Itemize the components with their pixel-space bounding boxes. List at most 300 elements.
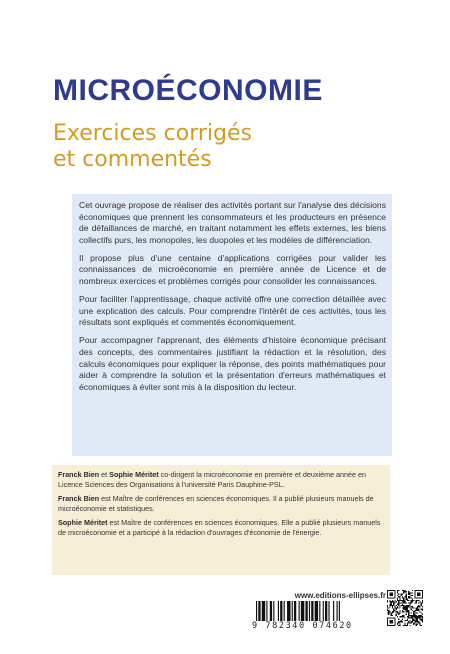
qr-module [416,602,417,603]
book-title: MICROÉCONOMIE [53,74,323,107]
barcode-bar [273,601,274,621]
qr-module [398,596,399,597]
summary-paragraph: Pour faciliter l'apprentissage, chaque activité offre une correction détaillée avec une explication des calculs. Pour comprendre l'intérêt de ces activités, tous les résultats sont expliqués et commentés économiquement. [79,294,386,328]
barcode-bar [299,601,300,621]
qr-module [411,615,412,616]
qr-module [414,597,423,598]
qr-module [391,604,392,605]
qr-module [418,621,419,622]
qr-module [397,590,398,591]
qr-module [396,605,397,606]
qr-module [422,610,423,611]
qr-module [392,611,393,612]
summary-box [72,194,392,456]
barcode-bar [294,601,296,621]
qr-module [411,622,412,623]
qr-module [399,624,400,625]
qr-module [398,590,399,591]
qr-module [389,620,393,624]
qr-module [387,625,396,626]
qr-module [397,607,398,608]
author-name: Franck Bien [58,494,100,504]
qr-module [402,600,403,601]
qr-module [413,607,414,608]
qr-module [414,602,415,603]
qr-module [413,614,414,615]
qr-module [392,612,393,613]
qr-module [403,592,404,593]
qr-module [388,610,389,611]
qr-module [391,605,392,606]
qr-module [417,624,418,625]
qr-module [406,591,407,592]
qr-module [413,600,414,601]
qr-module [392,607,393,608]
author-bio-bien [58,494,384,513]
bio-text: est Maître de conférences en sciences économiques. Il a publié plusieurs manuels de microéconomie et statistiques. [58,494,374,513]
qr-module [409,620,410,621]
qr-module [418,605,419,606]
qr-module [387,617,388,626]
qr-module [404,601,405,602]
summary-paragraph: Il propose plus d'une centaine d'applications corrigées pour valider les connaissances de microéconomie en première année de Licence et de nombreux exercices et problèmes corrigés pour consolider les connaissances. [79,252,386,287]
barcode-bar [328,601,329,621]
qr-module [421,604,422,605]
qr-module [401,595,402,596]
qr-module [409,594,410,595]
qr-module [409,622,410,623]
qr-module [401,594,402,595]
qr-module [417,619,418,620]
qr-module [394,600,395,601]
qr-module [402,594,403,595]
qr-module [417,612,418,613]
qr-module [409,615,410,616]
qr-module [412,590,413,591]
qr-module [414,590,415,599]
qr-module [399,612,400,613]
qr-module [402,616,403,617]
qr-module [392,600,393,601]
qr-module [409,617,410,618]
qr-module [396,601,397,602]
qr-module [419,616,420,617]
qr-module [398,607,399,608]
qr-module [394,602,395,603]
qr-module [412,617,413,618]
qr-module [396,614,397,615]
isbn-barcode [256,601,380,621]
qr-module [401,605,402,606]
qr-module [403,597,404,598]
qr-module [418,606,419,607]
qr-module [412,599,413,600]
qr-module [408,597,409,598]
qr-module [407,625,408,626]
qr-module [407,599,408,600]
qr-module [411,612,412,613]
qr-module [387,600,388,601]
qr-module [407,611,408,612]
qr-module [407,609,408,610]
qr-module [422,616,423,617]
qr-module [411,602,412,603]
qr-module [414,617,415,618]
qr-module [414,590,423,591]
barcode-bar [258,601,260,621]
qr-module [418,617,419,618]
qr-module [401,620,402,621]
book-subtitle [53,121,252,173]
qr-module [391,601,392,602]
qr-module [398,621,399,622]
qr-module [414,620,415,621]
qr-module [398,605,399,606]
qr-module [422,620,423,621]
qr-module [422,619,423,620]
qr-module [406,625,407,626]
qr-module [412,610,413,611]
qr-module [408,610,409,611]
qr-module [416,600,417,601]
qr-module [402,596,403,597]
qr-module [422,600,423,601]
barcode-bar [319,601,320,621]
barcode-bar [262,601,265,621]
qr-module [411,600,412,601]
qr-module [413,624,414,625]
qr-module [394,610,395,611]
qr-module [393,602,394,603]
qr-module [417,620,418,621]
qr-module [404,602,405,603]
qr-module [398,604,399,605]
qr-module [397,611,398,612]
qr-module [408,614,409,615]
qr-module [387,601,388,602]
qr-module [391,614,392,615]
qr-module [387,612,388,613]
qr-module [404,620,405,621]
qr-module [422,601,423,602]
qr-module [399,599,400,600]
qr-module [407,622,408,623]
qr-module [416,620,417,621]
qr-module [399,610,400,611]
qr-module [422,614,423,615]
qr-module [397,612,398,613]
qr-module [406,609,407,610]
qr-module [422,606,423,607]
qr-module [421,612,422,613]
qr-module [413,620,414,621]
qr-module [394,606,395,607]
qr-module [398,622,399,623]
qr-module [411,617,412,618]
barcode-bar [287,601,290,621]
qr-module [402,601,403,602]
qr-module [397,624,398,625]
qr-module [406,596,407,597]
qr-module [414,622,415,623]
qr-module [406,611,407,612]
qr-module [393,601,394,602]
qr-module [404,600,405,601]
qr-module [408,596,409,597]
qr-module [392,606,393,607]
qr-module [401,616,402,617]
qr-module [403,625,404,626]
qr-module [408,591,409,592]
qr-module [408,602,409,603]
qr-module [389,611,390,612]
qr-module [404,625,405,626]
qr-module [414,621,415,622]
qr-module [422,602,423,603]
qr-module [416,619,417,620]
qr-module [418,609,419,610]
author-bio-meritet [58,518,384,537]
summary-paragraph: Pour accompagner l'apprenant, des éléments d'histoire économique précisant des concepts, des commentaires justifiant la rédaction et la résolution, des calculs économiques pour expliquer la réponse, des points mathématiques pour aider à comprendre la solution et la présentation d'erreurs mathématiques et économiques à éviter sont mis à la disposition du lecteur. [79,335,386,392]
qr-module [399,625,400,626]
qr-module [409,592,410,593]
qr-module [399,616,400,617]
qr-module [416,625,417,626]
qr-module [416,615,417,616]
qr-module [408,612,409,613]
qr-module [417,606,418,607]
qr-module [388,607,389,608]
qr-module [387,597,396,598]
qr-module [397,616,398,617]
qr-module [402,619,403,620]
qr-module [401,602,402,603]
qr-module [403,616,404,617]
qr-module [409,625,410,626]
qr-module [416,624,417,625]
qr-module [416,616,417,617]
barcode-bar [337,601,338,621]
qr-module [397,600,398,601]
isbn-number: 9 782340 074620 [252,621,353,631]
qr-module [414,616,415,617]
qr-module [404,591,405,592]
barcode-bar [339,601,340,621]
qr-module [421,609,422,610]
qr-module [419,625,420,626]
qr-module [408,615,409,616]
qr-module [421,619,422,620]
qr-module [413,616,414,617]
qr-module [417,621,418,622]
qr-module [417,616,418,617]
qr-module [406,605,407,606]
qr-module [411,616,412,617]
barcode-bar [325,601,327,621]
barcode-bar [315,601,318,621]
qr-module [389,605,390,606]
qr-module [397,595,398,596]
qr-module [394,617,395,626]
qr-module [409,604,410,605]
author-bio-joint [58,470,384,489]
author-bio-box [52,465,390,575]
barcode-bar [284,601,285,621]
qr-module [408,594,409,595]
qr-module [388,611,389,612]
qr-module [391,602,392,603]
qr-module [408,622,409,623]
qr-module [406,620,407,621]
qr-module [418,615,419,616]
qr-module [411,609,412,610]
qr-code [387,590,423,626]
qr-module [408,611,409,612]
qr-module [418,602,419,603]
qr-module [419,615,420,616]
qr-module [402,605,403,606]
qr-module [407,619,408,620]
qr-module [409,605,410,606]
qr-module [393,610,394,611]
qr-module [413,611,414,612]
qr-module [409,596,410,597]
qr-module [421,605,422,606]
qr-module [403,611,404,612]
qr-module [397,604,398,605]
qr-module [412,600,413,601]
qr-module [403,609,404,610]
qr-module [402,607,403,608]
qr-module [422,609,423,610]
qr-module [388,612,389,613]
qr-module [399,597,400,598]
barcode-bar [280,601,282,621]
qr-module [403,615,404,616]
barcode-bar [270,601,272,621]
qr-module [411,606,412,607]
qr-module [402,604,403,605]
qr-module [412,615,413,616]
qr-module [413,612,414,613]
qr-module [387,590,396,591]
qr-module [406,614,407,615]
qr-module [412,619,413,620]
barcode-bar [301,601,304,621]
qr-module [418,622,419,623]
qr-module [414,615,415,616]
qr-module [416,607,417,608]
qr-module [419,606,420,607]
qr-module [397,597,398,598]
qr-module [399,596,400,597]
qr-module [419,622,420,623]
qr-module [414,610,415,611]
qr-module [406,607,407,608]
qr-module [397,592,398,593]
qr-module [393,611,394,612]
barcode-bar [278,601,279,621]
qr-module [407,606,408,607]
qr-module [393,605,394,606]
qr-module [413,615,414,616]
qr-module [402,615,403,616]
qr-module [412,592,413,593]
qr-module [393,609,394,610]
qr-module [412,621,413,622]
qr-module [393,604,394,605]
qr-module [404,607,405,608]
author-name: Franck Bien [58,470,100,479]
qr-module [396,615,397,616]
qr-module [407,607,408,608]
qr-module [402,621,403,622]
qr-module [411,595,412,596]
qr-module [407,600,408,601]
qr-module [403,602,404,603]
qr-module [397,606,398,607]
bio-text: et [99,470,110,479]
qr-module [397,622,398,623]
qr-module [417,600,418,601]
qr-module [389,606,390,607]
qr-module [421,620,422,621]
qr-module [391,615,392,616]
qr-module [404,606,405,607]
qr-module [403,605,404,606]
qr-module [407,616,408,617]
qr-module [406,597,407,598]
qr-module [411,621,412,622]
qr-module [398,619,399,620]
qr-module [403,591,404,592]
qr-module [419,617,420,618]
qr-module [408,592,409,593]
qr-module [422,590,423,599]
author-name: Sophie Méritet [58,518,108,528]
qr-module [404,590,405,591]
qr-module [392,615,393,616]
qr-module [417,617,418,618]
barcode-bar [309,601,310,621]
qr-module [404,622,405,623]
barcode-bar [333,601,334,621]
qr-module [413,622,414,623]
qr-module [408,600,409,601]
qr-module [398,594,399,595]
qr-module [389,600,390,601]
qr-module [416,601,417,602]
qr-module [408,621,409,622]
qr-module [419,601,420,602]
qr-module [404,617,405,618]
qr-module [403,600,404,601]
qr-module [401,600,402,601]
qr-module [397,599,398,600]
publisher-website: www.editions-ellipses.fr [294,591,386,600]
qr-module [387,609,388,610]
qr-module [404,596,405,597]
qr-module [391,612,392,613]
qr-module [399,602,400,603]
qr-module [406,602,407,603]
qr-module [389,592,393,596]
qr-module [416,610,417,611]
qr-module [397,591,398,592]
qr-module [406,599,407,600]
qr-module [392,601,393,602]
summary-paragraph: Cet ouvrage propose de réaliser des activités portant sur l'analyse des décisions économiques que prennent les consommateurs et les producteurs en présence de défaillances de marché, en traitant notamment les effets externes, les biens collectifs purs, les monopoles, les duopoles et les modèles de différenciation. [79,200,386,245]
